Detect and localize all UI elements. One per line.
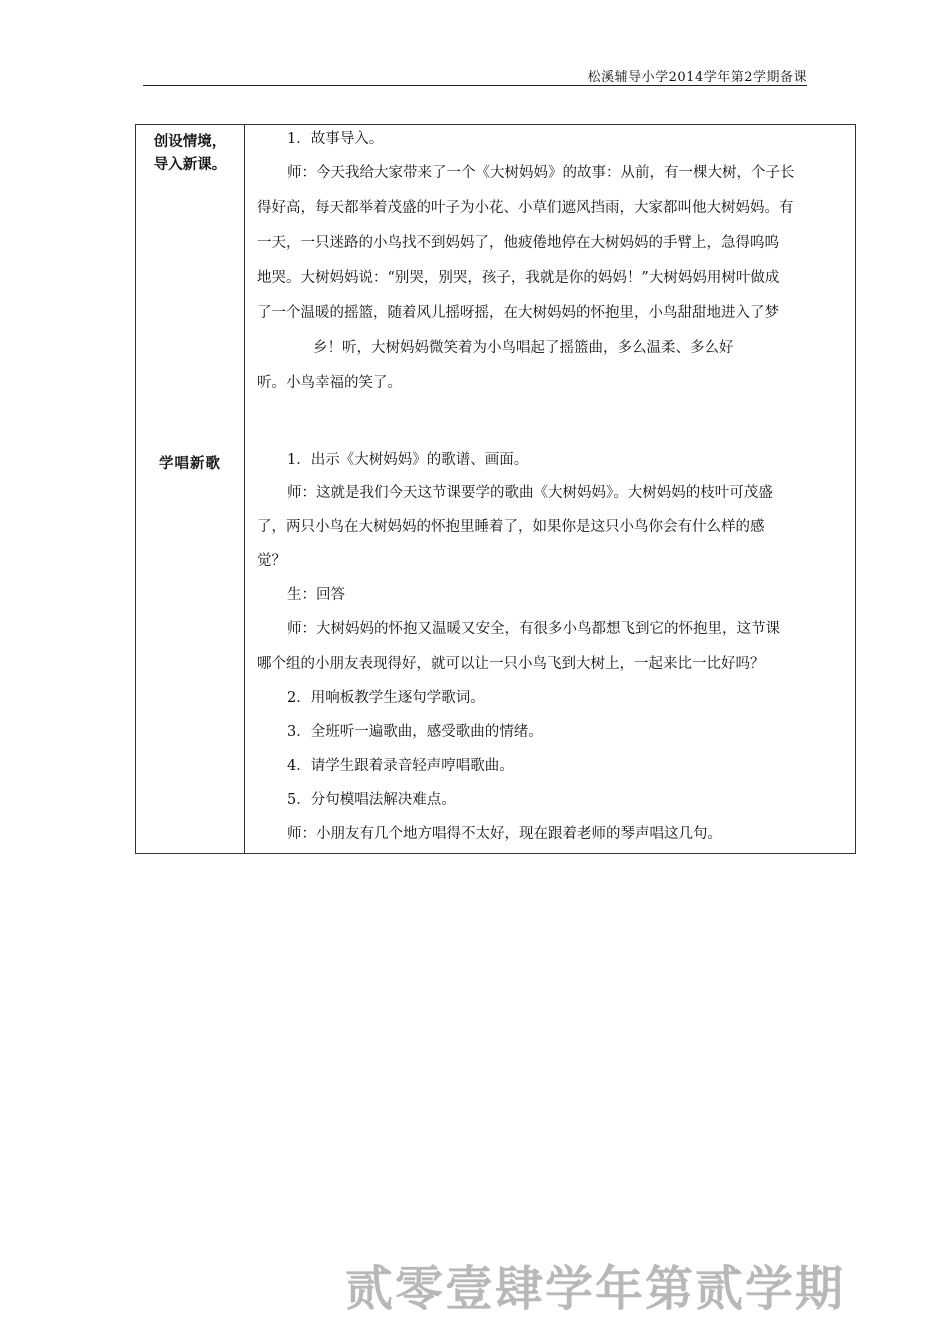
watermark: 贰零壹肆学年第贰学期 — [345, 1261, 846, 1317]
text-line: 师：大树妈妈的怀抱又温暖又安全，有很多小鸟都想飞到它的怀抱里，这节课 — [287, 621, 780, 637]
text-line: 地哭。大树妈妈说：“别哭，别哭，孩子，我就是你的妈妈！”大树妈妈用树叶做成 — [257, 270, 780, 286]
text-line: 3．全班听一遍歌曲，感受歌曲的情绪。 — [287, 724, 543, 740]
text-line: 4．请学生跟着录音轻声哼唱歌曲。 — [287, 758, 514, 774]
text-line: 师：这就是我们今天这节课要学的歌曲《大树妈妈》。大树妈妈的枝叶可茂盛 — [287, 485, 773, 501]
lesson-table — [135, 124, 856, 854]
text-line: 了一个温暖的摇篮，随着风儿摇呀摇，在大树妈妈的怀抱里，小鸟甜甜地进入了梦 — [257, 305, 779, 321]
text-line: 一天，一只迷路的小鸟找不到妈妈了，他疲倦地停在大树妈妈的手臂上，急得呜呜 — [257, 235, 779, 251]
section-label-song: 学唱新歌 — [159, 455, 221, 472]
text-line: 1．出示《大树妈妈》的歌谱、画面。 — [287, 452, 529, 468]
section-label-cell — [136, 125, 245, 854]
text-line: 师：今天我给大家带来了一个《大树妈妈》的故事：从前，有一棵大树，个子长 — [287, 165, 795, 181]
content-cell — [245, 125, 856, 854]
header-divider — [143, 85, 807, 86]
text-line: 师：小朋友有几个地方唱得不太好，现在跟着老师的琴声唱这几句。 — [287, 826, 722, 842]
text-line: 听。小鸟幸福的笑了。 — [257, 375, 402, 391]
text-line: 2．用响板教学生逐句学歌词。 — [287, 690, 485, 706]
section-label-line: 创设情境， — [153, 133, 227, 150]
text-line: 了，两只小鸟在大树妈妈的怀抱里睡着了，如果你是这只小鸟你会有什么样的感 — [257, 519, 765, 535]
section-label-intro — [136, 130, 244, 176]
table-row — [136, 125, 856, 854]
text-line: 觉？ — [257, 553, 286, 569]
text-line: 哪个组的小朋友表现得好，就可以让一只小鸟飞到大树上，一起来比一比好吗？ — [257, 656, 765, 672]
header-title: 松溪辅导小学2014学年第2学期备课 — [587, 70, 807, 85]
text-line: 生：回答 — [287, 587, 345, 603]
text-line: 5．分句模唱法解决难点。 — [287, 792, 456, 808]
text-line: 得好高，每天都举着茂盛的叶子为小花、小草们遮风挡雨，大家都叫他大树妈妈。有 — [257, 200, 794, 216]
text-line: 1．故事导入。 — [287, 131, 384, 147]
section-label-line: 导入新课。 — [153, 156, 227, 173]
text-line: 乡！听，大树妈妈微笑着为小鸟唱起了摇篮曲，多么温柔、多么好 — [313, 340, 734, 356]
